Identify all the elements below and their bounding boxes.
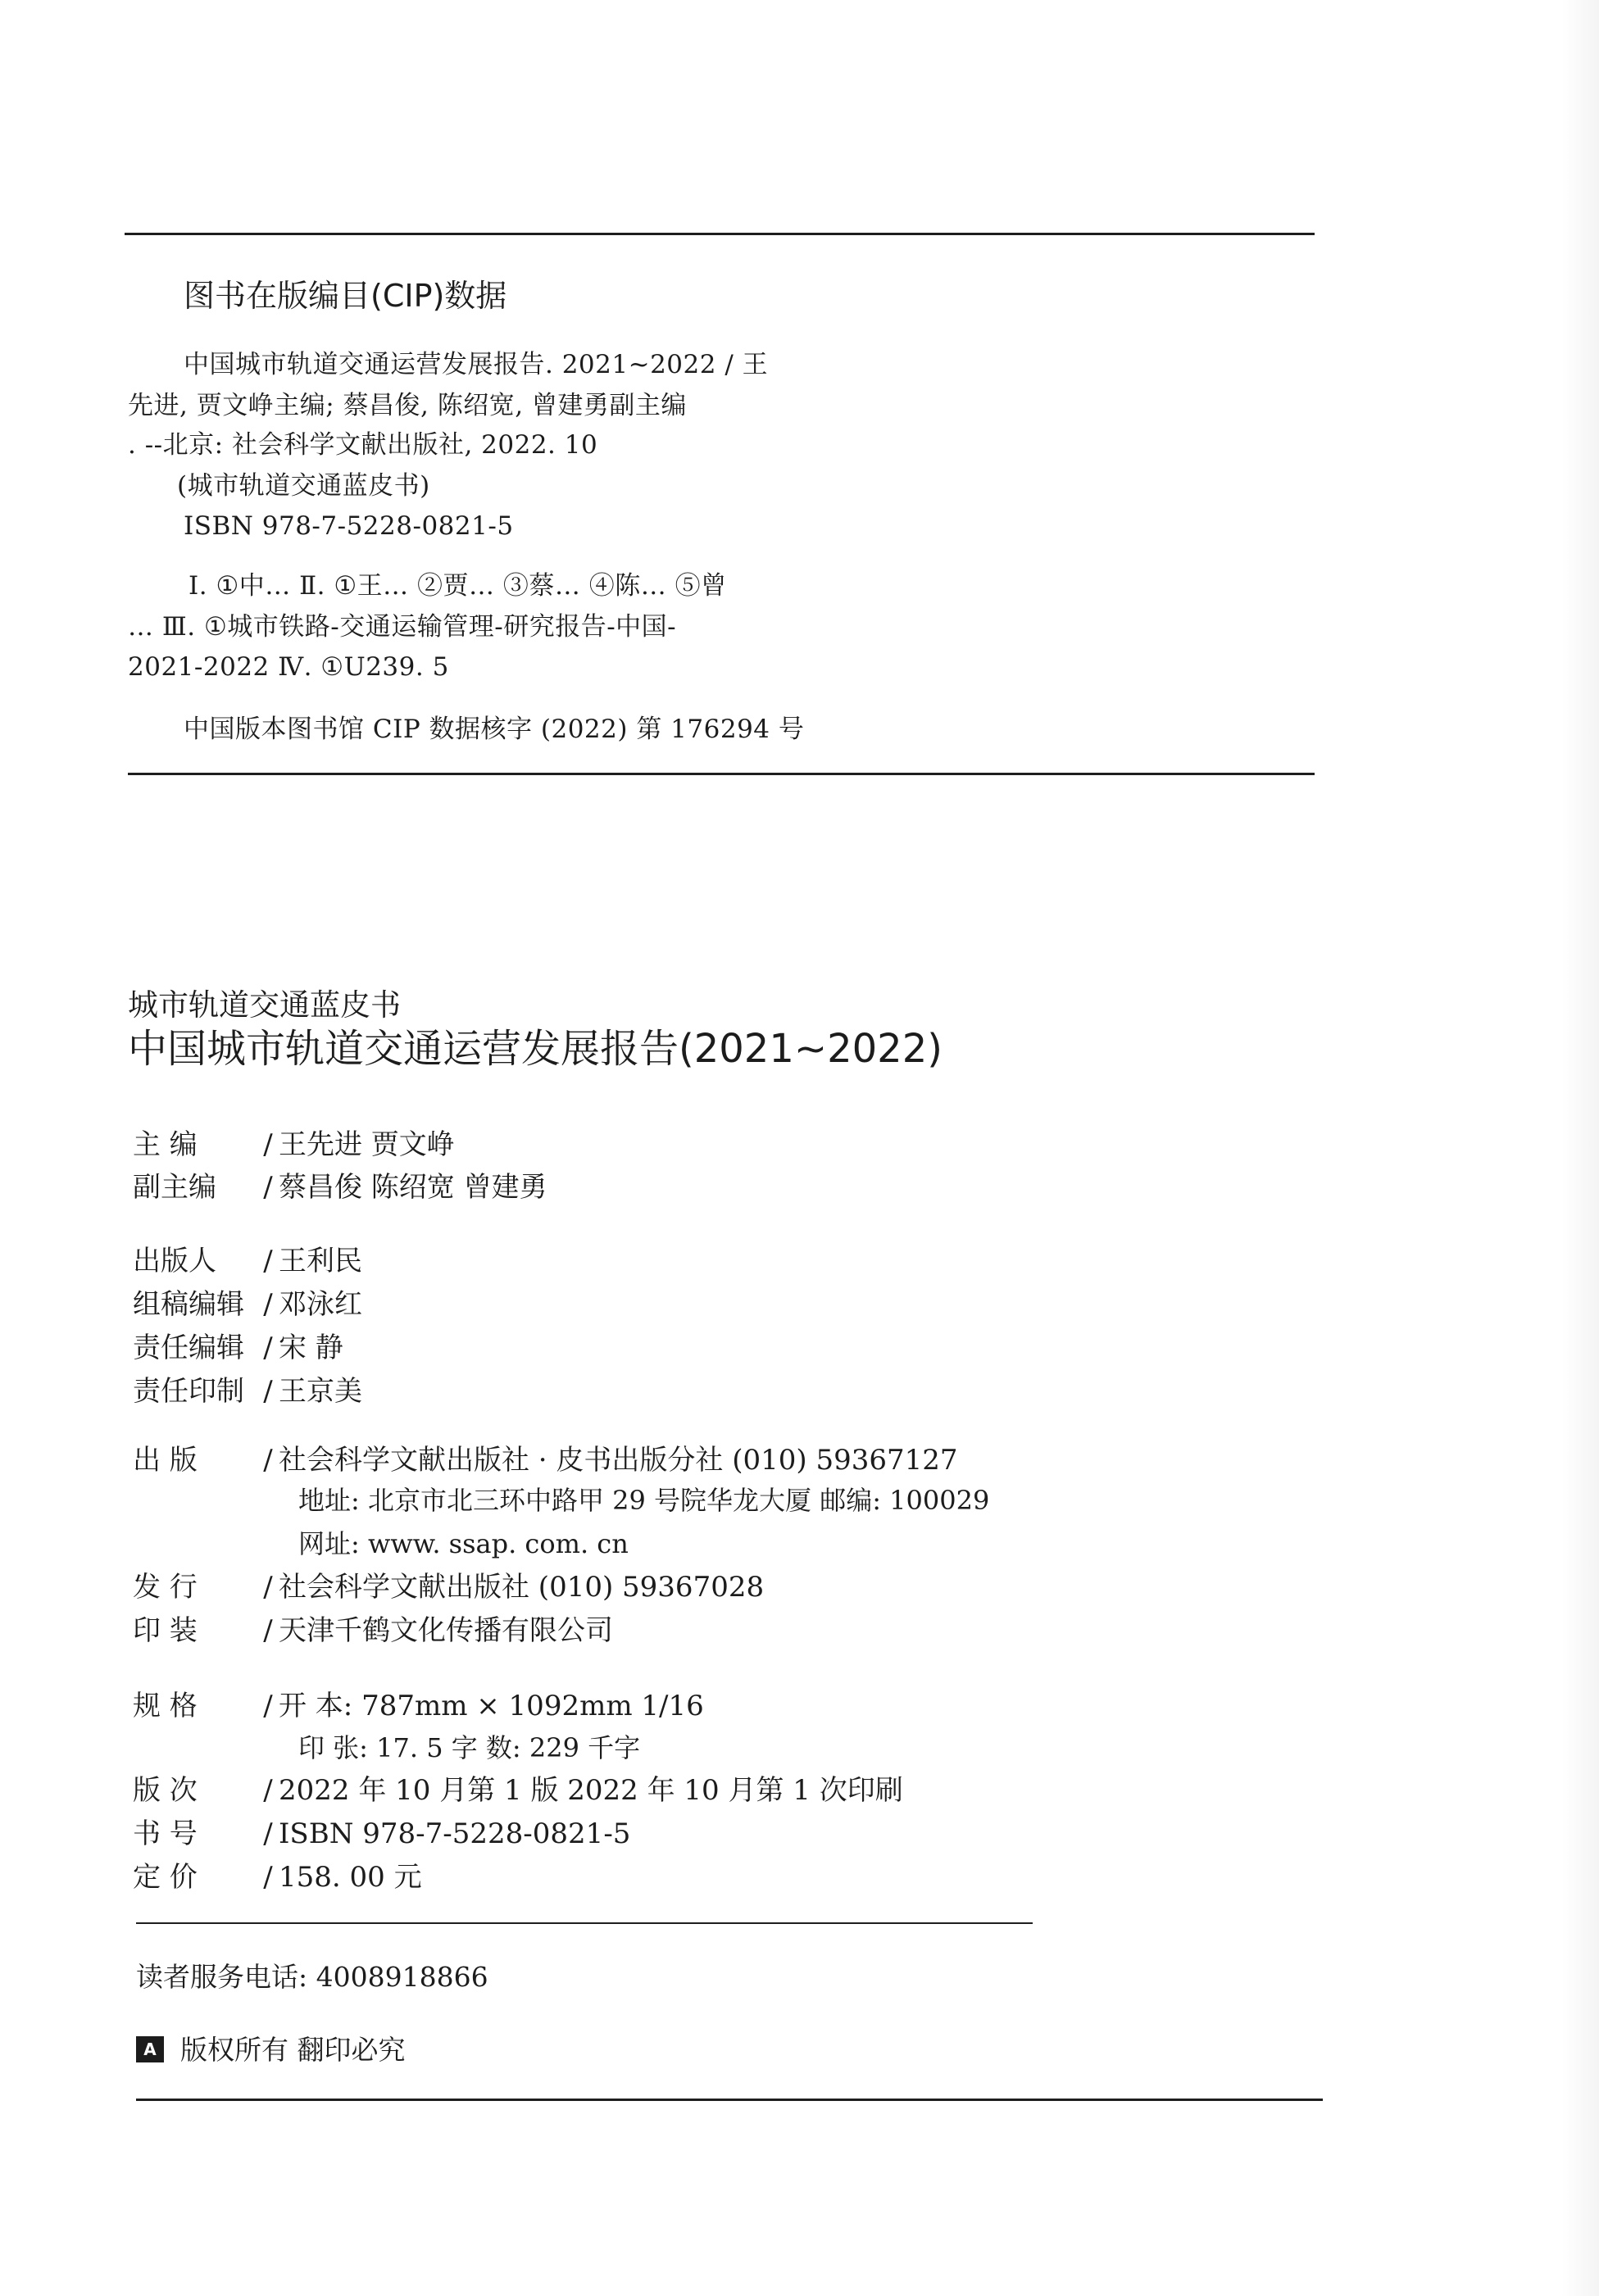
pub-edition-label: 版 次 bbox=[133, 1774, 198, 1807]
publisher-logo-icon bbox=[136, 2036, 164, 2062]
cip-line-4: (城市轨道交通蓝皮书) bbox=[177, 471, 430, 501]
pub-price-value: 158. 00 元 bbox=[279, 1861, 422, 1894]
credit-separator: / bbox=[263, 1128, 273, 1161]
publisher-logo-letter: A bbox=[143, 2040, 157, 2059]
cip-line-5: ISBN 978-7-5228-0821-5 bbox=[184, 511, 514, 541]
credit-separator: / bbox=[263, 1288, 273, 1321]
credit-separator: / bbox=[263, 1375, 273, 1408]
pub-spec bbox=[133, 1692, 704, 1720]
cip-line-8: 2021-2022 Ⅳ. ①U239. 5 bbox=[128, 652, 449, 682]
credit-separator: / bbox=[263, 1171, 273, 1204]
pub-isbn-value: ISBN 978-7-5228-0821-5 bbox=[279, 1817, 631, 1850]
pub-price-label: 定 价 bbox=[133, 1861, 198, 1894]
details-divider bbox=[136, 1922, 1033, 1924]
pub-address: 地址: 北京市北三环中路甲 29 号院华龙大厦 邮编: 100029 bbox=[298, 1485, 990, 1516]
reader-service-phone: 读者服务电话: 4008918866 bbox=[136, 1961, 488, 1993]
pub-distribute-label: 发 行 bbox=[133, 1571, 198, 1604]
credit-responsible-editor-label: 责任编辑 bbox=[133, 1332, 244, 1364]
credit-print-manager-label: 责任印制 bbox=[133, 1375, 244, 1408]
pub-printing bbox=[133, 1614, 613, 1647]
pub-publish bbox=[133, 1444, 958, 1477]
credit-separator: / bbox=[263, 1444, 273, 1477]
scan-page-edge bbox=[1561, 0, 1599, 2296]
pub-distribute bbox=[133, 1571, 765, 1604]
bottom-rule bbox=[136, 2099, 1323, 2101]
credit-acquisition-editor bbox=[133, 1288, 362, 1321]
credit-publisher-person bbox=[133, 1247, 362, 1275]
credit-separator: / bbox=[263, 1571, 273, 1604]
cip-line-1: 中国城市轨道交通运营发展报告. 2021~2022 / 王 bbox=[184, 350, 769, 379]
series-title: 城市轨道交通蓝皮书 bbox=[128, 987, 401, 1023]
pub-printing-label: 印 装 bbox=[133, 1614, 198, 1647]
copyright-notice: 版权所有 翻印必究 bbox=[180, 2034, 406, 2066]
cip-top-rule bbox=[125, 233, 1315, 235]
pub-publish-label: 出 版 bbox=[133, 1444, 198, 1477]
pub-spec-value: 开 本: 787mm × 1092mm 1/16 bbox=[279, 1690, 704, 1722]
credit-separator: / bbox=[263, 1817, 273, 1850]
cip-heading: 图书在版编目(CIP)数据 bbox=[184, 278, 507, 314]
cip-line-7: … Ⅲ. ①城市铁路-交通运输管理-研究报告-中国- bbox=[128, 612, 677, 642]
credit-editors-value: 王先进 贾文峥 bbox=[279, 1128, 455, 1161]
pub-distribute-value: 社会科学文献出版社 (010) 59367028 bbox=[279, 1571, 765, 1604]
cip-bottom-rule bbox=[128, 773, 1315, 775]
credit-editors bbox=[133, 1128, 455, 1161]
pub-publish-value: 社会科学文献出版社 · 皮书出版分社 (010) 59367127 bbox=[279, 1444, 958, 1477]
credit-publisher-person-value: 王利民 bbox=[279, 1245, 362, 1277]
credit-deputy-editors-label: 副主编 bbox=[133, 1171, 216, 1204]
credit-separator: / bbox=[263, 1245, 273, 1277]
pub-edition bbox=[133, 1774, 903, 1807]
credit-separator: / bbox=[263, 1690, 273, 1722]
pub-isbn bbox=[133, 1817, 631, 1850]
credit-publisher-person-label: 出版人 bbox=[133, 1245, 216, 1277]
credit-separator: / bbox=[263, 1774, 273, 1807]
pub-website: 网址: www. ssap. com. cn bbox=[298, 1528, 629, 1559]
credit-acquisition-editor-value: 邓泳红 bbox=[279, 1288, 362, 1321]
credit-acquisition-editor-label: 组稿编辑 bbox=[133, 1288, 244, 1321]
credit-print-manager-value: 王京美 bbox=[279, 1375, 362, 1408]
credit-deputy-editors-value: 蔡昌俊 陈绍宽 曾建勇 bbox=[279, 1171, 547, 1204]
credit-editors-label: 主 编 bbox=[133, 1128, 198, 1161]
credit-separator: / bbox=[263, 1614, 273, 1647]
credit-separator: / bbox=[263, 1332, 273, 1364]
pub-isbn-label: 书 号 bbox=[133, 1817, 198, 1850]
credit-print-manager bbox=[133, 1375, 362, 1408]
credit-responsible-editor bbox=[133, 1334, 343, 1362]
cip-line-3: . --北京: 社会科学文献出版社, 2022. 10 bbox=[128, 430, 598, 460]
pub-printing-value: 天津千鹤文化传播有限公司 bbox=[279, 1614, 613, 1647]
credit-responsible-editor-value: 宋 静 bbox=[279, 1332, 343, 1364]
credit-separator: / bbox=[263, 1861, 273, 1894]
pub-price bbox=[133, 1861, 422, 1894]
book-title: 中国城市轨道交通运营发展报告(2021~2022) bbox=[128, 1026, 943, 1072]
pub-edition-value: 2022 年 10 月第 1 版 2022 年 10 月第 1 次印刷 bbox=[279, 1774, 903, 1807]
cip-record-number: 中国版本图书馆 CIP 数据核字 (2022) 第 176294 号 bbox=[184, 715, 805, 744]
credit-deputy-editors bbox=[133, 1171, 547, 1204]
pub-spec-label: 规 格 bbox=[133, 1690, 198, 1722]
cip-line-2: 先进, 贾文峥主编; 蔡昌俊, 陈绍宽, 曾建勇副主编 bbox=[128, 391, 687, 420]
pub-sheets: 印 张: 17. 5 字 数: 229 千字 bbox=[298, 1732, 641, 1763]
cip-line-6: Ⅰ. ①中… Ⅱ. ①王… ②贾… ③蔡… ④陈… ⑤曾 bbox=[189, 571, 727, 601]
